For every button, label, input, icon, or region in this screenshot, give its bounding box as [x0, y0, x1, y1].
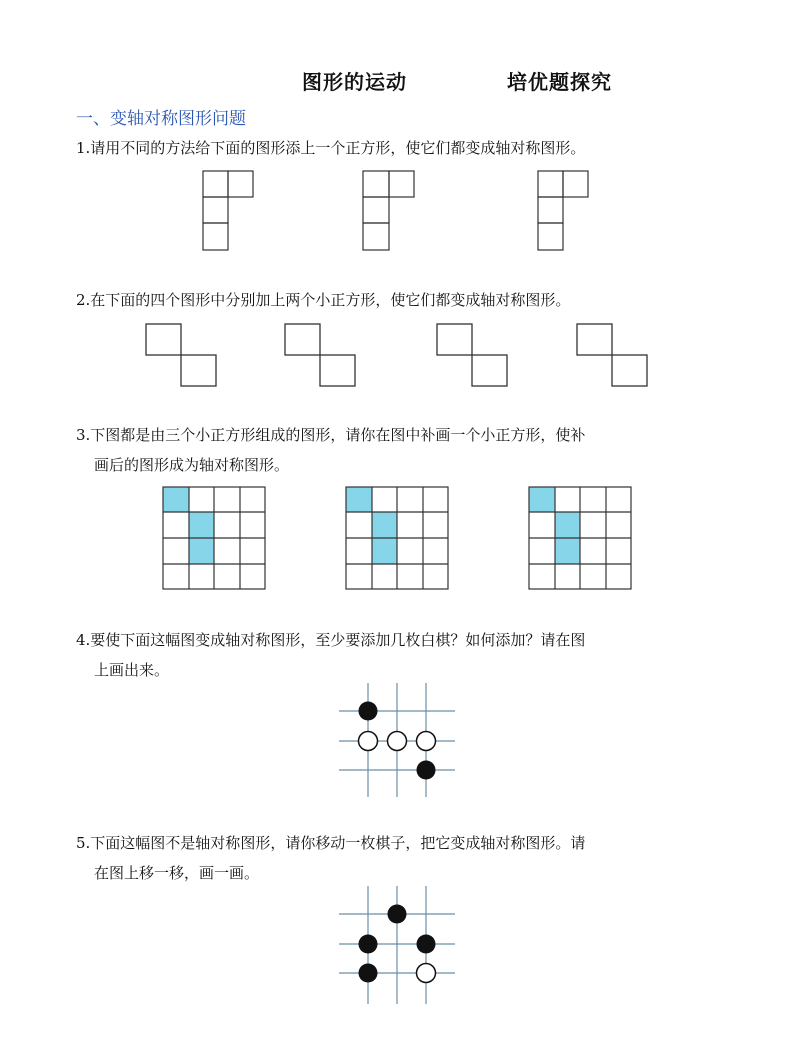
- section-heading: 一、变轴对称图形问题: [76, 109, 246, 129]
- q5-black-stone: [388, 905, 407, 924]
- question-1-text: 1.请用不同的方法给下面的图形添上一个正方形，使它们都变成轴对称图形。: [76, 139, 586, 157]
- q5-black-stone: [359, 935, 378, 954]
- question-4-line2: 上画出来。: [94, 661, 170, 679]
- page-title-right: 培优题探究: [507, 70, 612, 94]
- question-3-line1: 3.下图都是由三个小正方形组成的图形，请你在图中补画一个小正方形，使补: [76, 426, 586, 444]
- q5-black-stone: [359, 964, 378, 983]
- q5-white-stone: [417, 964, 436, 983]
- question-5-line1: 5.下面这幅图不是轴对称图形，请你移动一枚棋子，把它变成轴对称图形。请: [76, 834, 586, 852]
- question-3-line2: 画后的图形成为轴对称图形。: [94, 456, 290, 474]
- question-2-text: 2.在下面的四个图形中分别加上两个小正方形，使它们都变成轴对称图形。: [76, 291, 571, 309]
- page-title-left: 图形的运动: [302, 70, 407, 94]
- question-4-line1: 4.要使下面这幅图变成轴对称图形，至少要添加几枚白棋？如何添加？请在图: [76, 631, 586, 649]
- question-5-line2: 在图上移一移，画一画。: [94, 864, 260, 882]
- q5-black-stone: [417, 935, 436, 954]
